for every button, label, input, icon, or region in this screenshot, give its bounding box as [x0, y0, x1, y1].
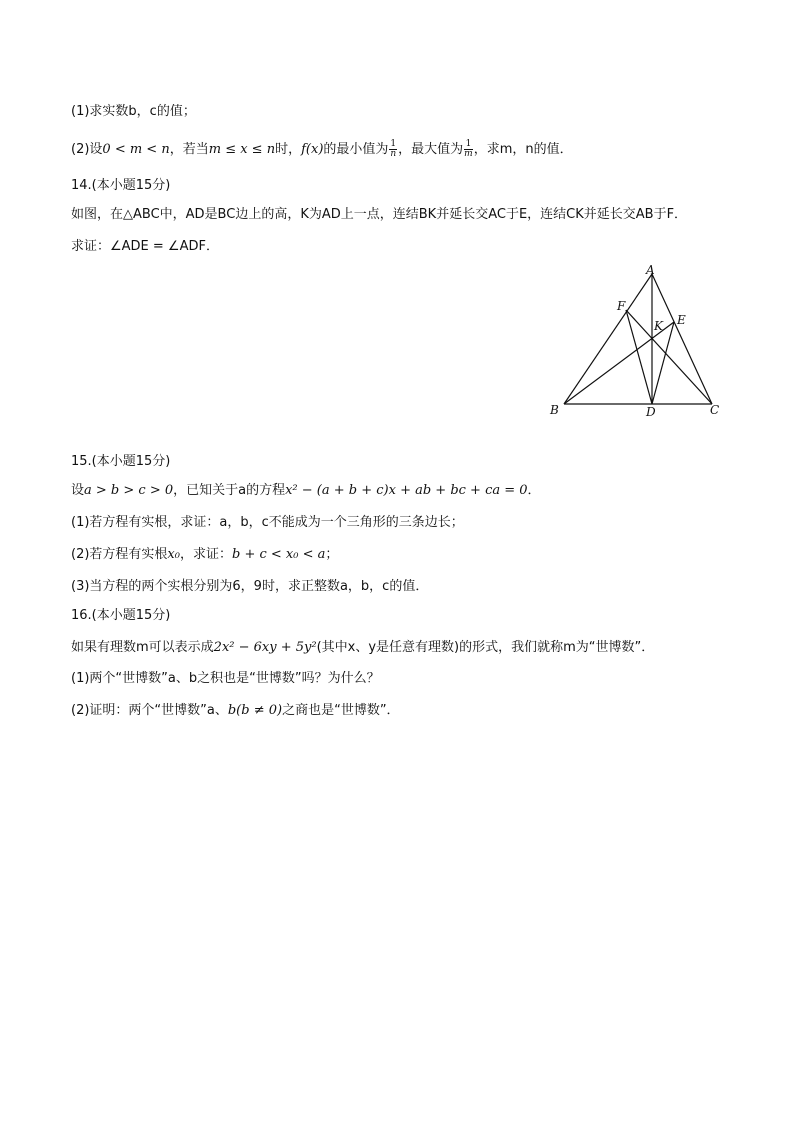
q14-prove: 求证：∠ADE = ∠ADF．: [71, 239, 219, 254]
q16-expression: 2x² − 6xy + 5y²: [213, 640, 317, 655]
q13-part2-prefix: (2)设: [71, 142, 103, 157]
segment-be: [564, 322, 674, 404]
q15-part3: (3)当方程的两个实根分别为6，9时，求正整数a，b，c的值．: [71, 579, 429, 594]
label-d: D: [646, 405, 656, 419]
q13-part2-cond: 0 < m < n: [102, 142, 170, 157]
q16-statement: [71, 639, 654, 657]
q16-part2: [71, 702, 400, 720]
q14-header: 14.(本小题15分): [71, 178, 171, 193]
q14-statement: 如图，在△ABC中，AD是BC边上的高，K为AD上一点，连结BK并延长交AC于E，连结CK并延长交AB于F．: [71, 207, 688, 222]
q16-header: 16.(本小题15分): [71, 608, 171, 623]
q13-part1: (1)求实数b，c的值；: [71, 104, 196, 119]
label-a: A: [646, 263, 655, 277]
q13-part2-max-text: ，最大值为: [398, 142, 464, 157]
q16-part2-expr: b(b ≠ 0): [227, 703, 283, 718]
q16-statement-end: (其中x、y是任意有理数)的形式，我们就称m为“世博数”．: [316, 640, 655, 655]
q15-cond-ineq: a > b > c > 0: [84, 483, 174, 498]
q15-header: 15.(本小题15分): [71, 454, 171, 469]
q15-equation: x² − (a + b + c)x + ab + bc + ca = 0: [285, 483, 528, 498]
q16-statement-prefix: 如果有理数m可以表示成: [71, 640, 214, 655]
q15-part1: (1)若方程有实根，求证：a，b，c不能成为一个三角形的三条边长；: [71, 515, 464, 530]
q16-part2-prefix: (2)证明：两个“世博数”a、: [71, 703, 228, 718]
label-b: B: [550, 403, 559, 417]
q13-part2: [71, 140, 573, 159]
q15-cond-end: ．: [527, 483, 541, 498]
q13-max-fraction: $\frac{1}{m}$: [464, 139, 473, 159]
q15-part2-ineq: b + c < x₀ < a: [231, 547, 326, 562]
triangle-figure: [540, 258, 730, 428]
q15-part2-end: ；: [325, 547, 339, 562]
q15-cond-mid: ，已知关于a的方程: [173, 483, 286, 498]
segment-de: [652, 322, 674, 404]
q16-part2-end: 之商也是“世博数”．: [282, 703, 400, 718]
label-f: F: [617, 299, 626, 313]
q15-part2: [71, 546, 338, 564]
q15-part2-prefix: (2)若方程有实根: [71, 547, 168, 562]
label-k: K: [654, 319, 663, 333]
label-c: C: [710, 403, 720, 417]
q13-part2-after: 时，: [275, 142, 302, 157]
label-e: E: [677, 313, 686, 327]
q13-part2-mid: ，若当: [169, 142, 209, 157]
side-ac: [652, 274, 712, 404]
side-ab: [564, 274, 652, 404]
q13-part2-range: m ≤ x ≤ n: [208, 142, 276, 157]
q13-part2-f: f(x): [301, 142, 324, 157]
q13-part2-min-text: 的最小值为: [323, 142, 389, 157]
q13-part2-end: ，求m，n的值．: [473, 142, 573, 157]
q15-cond-prefix: 设: [71, 483, 85, 498]
q15-part2-root: x₀: [167, 547, 180, 562]
q13-min-fraction: $\frac{1}{n}$: [390, 139, 397, 159]
q15-condition: [71, 482, 541, 500]
q15-part2-mid: ，求证：: [179, 547, 232, 562]
q16-part1: (1)两个“世博数”a、b之积也是“世博数”吗？为什么？: [71, 671, 380, 686]
